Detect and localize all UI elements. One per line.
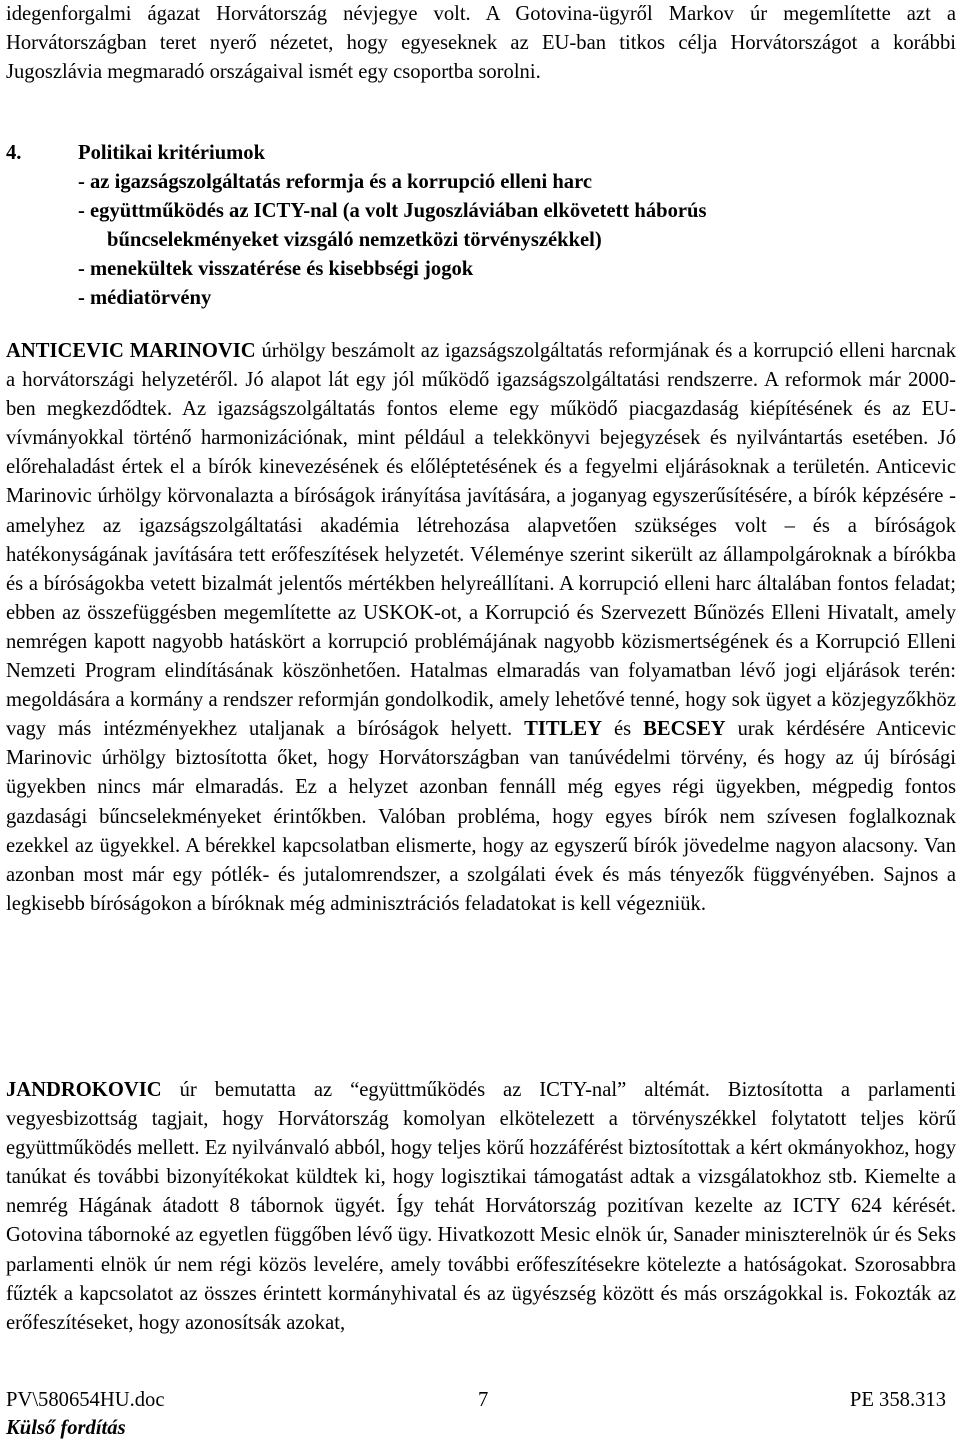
pe-number: PE 358.313 — [849, 1389, 946, 1411]
doc-reference: PV\580654HU.doc — [6, 1389, 165, 1411]
paragraph-text: úr bemutatta az “együttműködés az ICTY-nal” altémát. Biztosította a parlamenti vegyesbizottság tagjait, hogy Horvátország komolyan elkötelezett a törvényszékkel folytatott teljes körű együttműködés mellett. Ez nyilvánvaló abból, hogy teljes körű hozzáférést biztosítottak a kért okmányokhoz, hogy tanúkat és további bizonyítékokat küldtek ki, hogy logisztikai támogatást adtak a vizsgálatokhoz stb. Kiemelte a nemrég Hágának átadott 8 tábornok ügyét. Így tehát Horvátország pozitívan kezelte az ICTY 624 kérését. Gotovina tábornoké az egyetlen függőben lévő ügy. Hivatkozott Mesic elnök úr, Sanader miniszterelnök úr és Seks parlamenti elnök úr nem régi közös levelére, amely további erőfeszítésekre kötelezte a hatóságokat. Szorosabbra fűzték a kapcsolatot az összes érintett kormányhivatal és az ügyészség között és más országokkal is. Fokozták az erőfeszítéseket, hogy azonosítsák azokat, — [6, 1079, 956, 1334]
speaker-name: TITLEY — [524, 718, 602, 741]
criteria-list — [78, 168, 956, 313]
paragraph-text: és — [601, 718, 644, 741]
paragraph-text: urak kérdésére Anticevic Marinovic úrhölgy biztosította őket, hogy Horvátországban van tanúvédelmi törvény, és hogy az új bírósági ügyekben nincs már elmaradás. Ez a helyzet azonban fennáll még egyes régi ügyekben, mégpedig fontos gazdasági bűncselekményeket érintőkben. Valóban probléma, hogy egyes bírók nem szívesen foglalkoznak ezekkel az ügyekkel. A bérekkel kapcsolatban elismerte, hogy az egyszerű bírók jövedelme nagyon alacsony. Van azonban most már egy pótlék- és jutalomrendszer, a szolgálati évek és más tényezők függvényében. Sajnos a legkisebb bíróságokon a bíróknak még adminisztrációs feladatokat is kell végezniük. — [6, 718, 956, 915]
section-heading — [6, 139, 956, 168]
section-number: 4. — [6, 142, 22, 164]
paragraph-jandrokovic — [6, 1076, 956, 1338]
section-title: Politikai kritériumok — [78, 142, 266, 164]
page-number: 7 — [478, 1389, 489, 1411]
criteria-item: - az igazságszolgáltatás reformja és a korrupció elleni harc — [78, 171, 592, 193]
speaker-name: ANTICEVIC MARINOVIC — [6, 340, 256, 362]
criteria-item: - médiatörvény — [78, 287, 212, 310]
criteria-item: - menekültek visszatérése és kisebbségi jogok — [78, 258, 474, 281]
translation-note: Külső fordítás — [6, 1417, 126, 1439]
criteria-item-continuation: bűncselekményeket vizsgáló nemzetközi törvényszékkel) — [107, 229, 602, 252]
speaker-name: BECSEY — [643, 718, 726, 741]
criteria-item: - együttműködés az ICTY-nal (a volt Jugoszláviában elkövetett háborús — [78, 200, 707, 223]
speaker-name: JANDROKOVIC — [6, 1079, 162, 1101]
paragraph-text: úrhölgy beszámolt az igazságszolgáltatás reformjának és a korrupció elleni harcnak a horvátországi helyzetéről. Jó alapot lát egy jól működő igazságszolgáltatási rendszerre. A reformok már 2000-ben megkezdődtek. Az igazságszolgáltatás fontos eleme egy működő piacgazdaság kiépítésének és az EU-vívmányokkal történő harmonizációnak, mint például a telekkönyvi bejegyzések és nyilvántartás esetében. Jó előrehaladást értek el a bírók kinevezésének és előléptetésének és a fegyelmi eljárásoknak a területén. Anticevic Marinovic úrhölgy körvonalazta a bíróságok irányítása javítására, a joganyag egyszerűsítésére, a bírók képzésére - amelyhez az igazságszolgáltatási akadémia létrehozása alapvetően szükséges volt – és a bíróságok hatékonyságának javítására tett erőfeszítések helyzetét. Véleménye szerint sikerült az állampolgároknak a bírókba és a bíróságokba vetett bizalmát jelentős mértékben helyreállítani. A korrupció elleni harc általában fontos feladat; ebben az összefüggésben megemlítette az USKOK-ot, a Korrupció és Szervezett Bűnözés Elleni Hivatalt, amely nemrégen kapott nagyobb hatáskört a korrupció problémájának nagyobb közismertségének és a Korrupció Elleni Nemzeti Program elindításának köszönhetően. Hatalmas elmaradás van folyamatban lévő jogi eljárások terén: megoldására a kormány a rendszer reformján gondolkodik, amely lehetővé tenné, hogy sok ügyet a közjegyzőkhöz vagy más intézményekhez utaljanak a bíróságok helyett. — [6, 340, 956, 741]
paragraph-anticevic — [6, 337, 956, 919]
intro-paragraph: idegenforgalmi ágazat Horvátország névjegye volt. A Gotovina-ügyről Markov úr megemlítette azt a Horvátországban teret nyerő nézetet, hogy egyeseknek az EU-ban titkos célja Horvátországot a korábbi Jugoszlávia megmaradó országaival ismét egy csoportba sorolni. — [6, 3, 956, 84]
